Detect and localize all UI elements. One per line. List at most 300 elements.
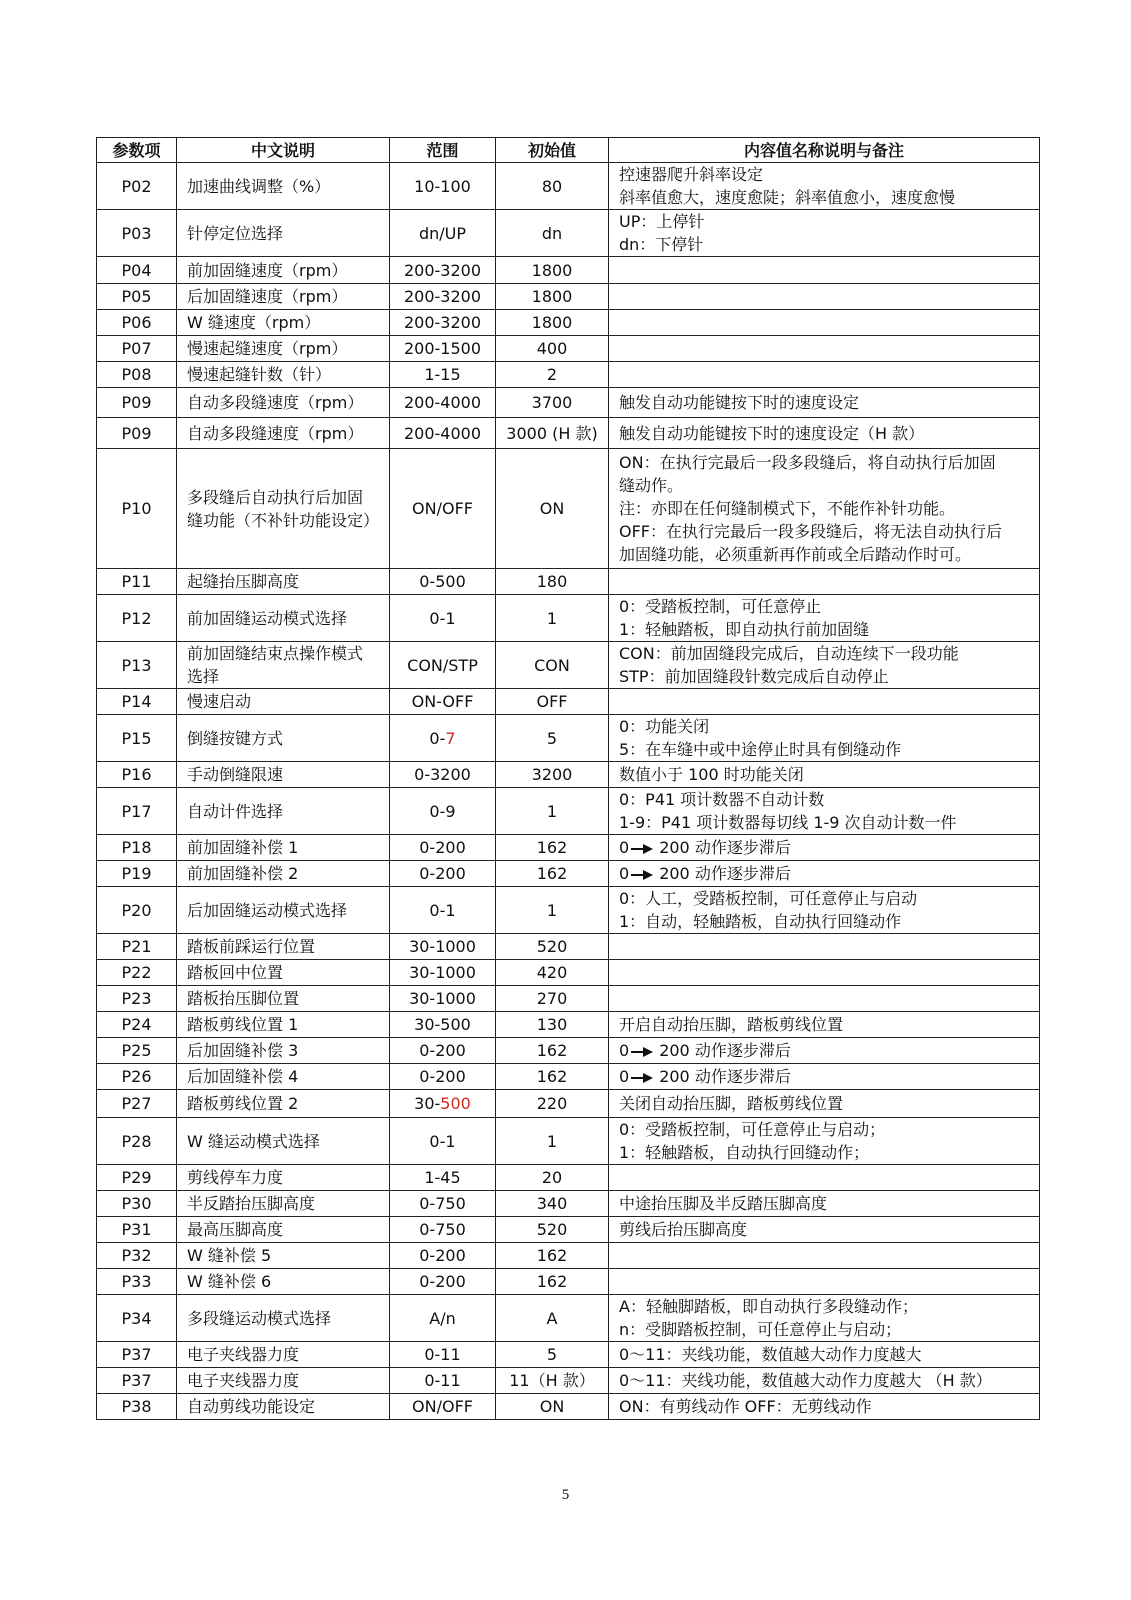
param-description (177, 986, 390, 1012)
param-range: 0-750 (390, 1217, 496, 1243)
param-range: 0-200 (390, 1243, 496, 1269)
param-description-line: 电子夹线器力度 (187, 1371, 300, 1390)
param-range-highlight: 7 (445, 728, 456, 748)
param-description-line: 电子夹线器力度 (187, 1345, 300, 1364)
param-range (390, 1090, 496, 1118)
note-range-end: 200 动作逐步滞后 (659, 838, 791, 857)
param-range: 1-15 (390, 362, 496, 388)
param-range (390, 715, 496, 762)
param-range: 0-200 (390, 835, 496, 861)
param-range: 30-1000 (390, 960, 496, 986)
param-code: P02 (97, 163, 177, 210)
param-description-line: 踏板剪线位置 2 (187, 1094, 299, 1113)
param-range: ON-OFF (390, 689, 496, 715)
table-row (97, 689, 1040, 715)
param-description (177, 642, 390, 689)
param-description (177, 595, 390, 642)
param-description-line: 起缝抬压脚高度 (187, 572, 300, 591)
param-initial-value: 1 (496, 1118, 609, 1165)
param-code: P38 (97, 1394, 177, 1420)
param-description (177, 418, 390, 449)
param-description-line: W 缝补偿 6 (187, 1272, 272, 1291)
param-range: 0-200 (390, 1064, 496, 1090)
param-description (177, 1038, 390, 1064)
param-description (177, 1012, 390, 1038)
table-row (97, 934, 1040, 960)
param-initial-value: 162 (496, 1064, 609, 1090)
param-note (609, 1243, 1040, 1269)
param-initial-value: 1 (496, 887, 609, 934)
table-row (97, 1217, 1040, 1243)
param-note-line: ON：有剪线动作 OFF：无剪线动作 (619, 1397, 872, 1416)
table-row (97, 835, 1040, 861)
param-range: 0-200 (390, 861, 496, 887)
param-initial-value: OFF (496, 689, 609, 715)
param-description (177, 284, 390, 310)
param-range: 200-4000 (390, 418, 496, 449)
table-row (97, 1394, 1040, 1420)
param-note (609, 1295, 1040, 1342)
param-range: 200-4000 (390, 388, 496, 418)
param-initial-value: 162 (496, 1038, 609, 1064)
param-note-line: 注：亦即在任何缝制模式下，不能作补针功能。 (619, 499, 956, 518)
table-row (97, 1012, 1040, 1038)
param-code: P19 (97, 861, 177, 887)
param-description (177, 1217, 390, 1243)
param-range: 200-3200 (390, 257, 496, 284)
right-arrow-icon (631, 844, 653, 854)
param-code: P18 (97, 835, 177, 861)
param-note (609, 1038, 1040, 1064)
param-initial-value: 130 (496, 1012, 609, 1038)
param-note-line: 开启自动抬压脚，踏板剪线位置 (619, 1015, 844, 1034)
param-range: CON/STP (390, 642, 496, 689)
param-description-line: 踏板回中位置 (187, 963, 284, 982)
param-note (609, 1191, 1040, 1217)
param-note-line: 0：人工，受踏板控制，可任意停止与启动 (619, 889, 918, 908)
table-row (97, 595, 1040, 642)
param-initial-value: ON (496, 449, 609, 569)
param-description-line: 自动剪线功能设定 (187, 1397, 316, 1416)
table-row (97, 1342, 1040, 1368)
parameter-table (96, 137, 1040, 1420)
table-row (97, 1064, 1040, 1090)
param-description-line: 缝功能（不补针功能设定） (187, 510, 380, 530)
param-initial-value: 180 (496, 569, 609, 595)
param-description (177, 210, 390, 257)
param-note (609, 960, 1040, 986)
param-initial-value: 11（H 款） (496, 1368, 609, 1394)
note-range-start: 0 (619, 1041, 630, 1060)
param-description (177, 1269, 390, 1295)
param-range: 0-1 (390, 1118, 496, 1165)
param-description-line: W 缝速度（rpm） (187, 313, 321, 332)
param-initial-value: 162 (496, 861, 609, 887)
param-note-line: 缝动作。 (619, 476, 684, 495)
param-description-line: W 缝运动模式选择 (187, 1131, 320, 1151)
table-row (97, 284, 1040, 310)
param-description (177, 762, 390, 788)
param-initial-value: 1 (496, 788, 609, 835)
table-row (97, 1191, 1040, 1217)
param-description-line: 针停定位选择 (187, 223, 284, 243)
param-note (609, 336, 1040, 362)
table-row (97, 861, 1040, 887)
param-note-line: CON：前加固缝段完成后，自动连续下一段功能 (619, 644, 959, 663)
param-range-prefix: 0- (429, 728, 446, 748)
param-note-line: 1-9：P41 项计数器每切线 1-9 次自动计数一件 (619, 813, 957, 832)
header-desc: 中文说明 (177, 138, 390, 163)
param-code: P09 (97, 418, 177, 449)
param-note-line: 0：P41 项计数器不自动计数 (619, 790, 825, 809)
param-description-line: 半反踏抬压脚高度 (187, 1194, 316, 1213)
param-code: P37 (97, 1368, 177, 1394)
param-note (609, 1165, 1040, 1191)
param-initial-value: 520 (496, 934, 609, 960)
param-description (177, 1118, 390, 1165)
param-description (177, 569, 390, 595)
param-code: P29 (97, 1165, 177, 1191)
param-note-line: 1：自动，轻触踏板，自动执行回缝动作 (619, 912, 902, 931)
param-note-line: n：受脚踏板控制，可任意停止与启动； (619, 1320, 902, 1339)
note-range-end: 200 动作逐步滞后 (659, 864, 791, 883)
param-description (177, 257, 390, 284)
param-initial-value: 20 (496, 1165, 609, 1191)
param-code: P06 (97, 310, 177, 336)
param-description (177, 1191, 390, 1217)
param-code: P33 (97, 1269, 177, 1295)
param-description (177, 1295, 390, 1342)
table-row (97, 336, 1040, 362)
param-code: P28 (97, 1118, 177, 1165)
param-description (177, 388, 390, 418)
param-note (609, 595, 1040, 642)
param-description-line: 自动多段缝速度（rpm） (187, 423, 364, 443)
param-description (177, 934, 390, 960)
param-note-line: 加固缝功能，必须重新再作前或全后踏动作时可。 (619, 545, 972, 564)
param-note (609, 163, 1040, 210)
param-range: ON/OFF (390, 449, 496, 569)
param-note (609, 1118, 1040, 1165)
param-code: P26 (97, 1064, 177, 1090)
param-range: 200-3200 (390, 284, 496, 310)
param-initial-value: 1800 (496, 310, 609, 336)
param-description-line: 后加固缝运动模式选择 (187, 900, 348, 920)
param-range: 0-750 (390, 1191, 496, 1217)
param-code: P23 (97, 986, 177, 1012)
param-note (609, 835, 1040, 861)
param-initial-value: dn (496, 210, 609, 257)
param-initial-value: 270 (496, 986, 609, 1012)
param-range: 200-1500 (390, 336, 496, 362)
page-number: 5 (561, 1487, 570, 1503)
param-code: P25 (97, 1038, 177, 1064)
param-note-line: UP：上停针 (619, 212, 705, 231)
param-range: 200-3200 (390, 310, 496, 336)
param-description (177, 362, 390, 388)
param-code: P32 (97, 1243, 177, 1269)
table-row (97, 1090, 1040, 1118)
param-description (177, 310, 390, 336)
param-description-line: 踏板剪线位置 1 (187, 1015, 299, 1034)
param-code: P21 (97, 934, 177, 960)
param-range: 0-200 (390, 1038, 496, 1064)
table-row (97, 1295, 1040, 1342)
param-note-line: 剪线后抬压脚高度 (619, 1220, 748, 1239)
param-description-line: 选择 (187, 667, 220, 686)
param-code: P08 (97, 362, 177, 388)
param-code: P31 (97, 1217, 177, 1243)
param-description-line: 后加固缝补偿 4 (187, 1067, 299, 1086)
param-note (609, 284, 1040, 310)
param-note (609, 934, 1040, 960)
param-code: P12 (97, 595, 177, 642)
param-note (609, 388, 1040, 418)
param-range: 30-500 (390, 1012, 496, 1038)
param-code: P15 (97, 715, 177, 762)
param-note (609, 887, 1040, 934)
header-range: 范围 (390, 138, 496, 163)
note-range-end: 200 动作逐步滞后 (659, 1067, 791, 1086)
param-initial-value: 3200 (496, 762, 609, 788)
param-range: 0-11 (390, 1342, 496, 1368)
note-range-end: 200 动作逐步滞后 (659, 1041, 791, 1060)
table-row (97, 1165, 1040, 1191)
param-note (609, 310, 1040, 336)
param-note (609, 986, 1040, 1012)
param-code: P04 (97, 257, 177, 284)
param-range: 0-200 (390, 1269, 496, 1295)
param-code: P07 (97, 336, 177, 362)
param-note-line: 数值小于 100 时功能关闭 (619, 765, 804, 784)
note-range-start: 0 (619, 838, 630, 857)
param-initial-value: 3700 (496, 388, 609, 418)
param-note (609, 1342, 1040, 1368)
table-row (97, 960, 1040, 986)
table-header-row (97, 138, 1040, 163)
param-description-line: 慢速启动 (187, 692, 252, 711)
table-row (97, 388, 1040, 418)
param-range: ON/OFF (390, 1394, 496, 1420)
param-initial-value: 2 (496, 362, 609, 388)
table-row (97, 1118, 1040, 1165)
param-note-line: 0：受踏板控制，可任意停止与启动； (619, 1120, 886, 1139)
param-note (609, 1012, 1040, 1038)
param-code: P30 (97, 1191, 177, 1217)
param-description (177, 163, 390, 210)
param-range-prefix: 30- (414, 1094, 441, 1113)
param-description-line: 踏板抬压脚位置 (187, 989, 300, 1008)
param-note-line: 1：轻触踏板，自动执行回缝动作； (619, 1143, 870, 1162)
right-arrow-icon (631, 1047, 653, 1057)
param-description-line: 多段缝后自动执行后加固 (187, 487, 364, 507)
param-description (177, 1342, 390, 1368)
param-note (609, 418, 1040, 449)
table-row (97, 418, 1040, 449)
param-description (177, 1394, 390, 1420)
param-description (177, 1090, 390, 1118)
param-range-highlight: 500 (440, 1094, 471, 1113)
param-range: 30-1000 (390, 986, 496, 1012)
param-initial-value: 400 (496, 336, 609, 362)
param-description-line: 前加固缝速度（rpm） (187, 260, 348, 280)
param-range: dn/UP (390, 210, 496, 257)
param-range: 30-1000 (390, 934, 496, 960)
table-row (97, 257, 1040, 284)
param-description (177, 1243, 390, 1269)
note-range-start: 0 (619, 864, 630, 883)
param-code: P27 (97, 1090, 177, 1118)
table-row (97, 569, 1040, 595)
param-note-line: A：轻触脚踏板，即自动执行多段缝动作； (619, 1297, 918, 1316)
param-note (609, 1269, 1040, 1295)
param-initial-value: ON (496, 1394, 609, 1420)
param-note (609, 642, 1040, 689)
table-row (97, 887, 1040, 934)
param-code: P13 (97, 642, 177, 689)
table-row (97, 310, 1040, 336)
param-note-line: 0：受踏板控制，可任意停止 (619, 597, 822, 616)
param-description (177, 835, 390, 861)
param-description-line: 最高压脚高度 (187, 1220, 284, 1239)
param-initial-value: 80 (496, 163, 609, 210)
param-description (177, 1165, 390, 1191)
header-code: 参数项 (97, 138, 177, 163)
table-row (97, 1368, 1040, 1394)
param-note-line: 0：功能关闭 (619, 717, 710, 736)
param-code: P16 (97, 762, 177, 788)
table-row (97, 163, 1040, 210)
param-range: 1-45 (390, 1165, 496, 1191)
param-description (177, 788, 390, 835)
param-range: 10-100 (390, 163, 496, 210)
param-initial-value: 162 (496, 1269, 609, 1295)
param-description-line: 自动计件选择 (187, 801, 284, 821)
param-initial-value: 1 (496, 595, 609, 642)
param-initial-value: 3000 (H 款) (496, 418, 609, 449)
param-initial-value: 1800 (496, 257, 609, 284)
param-description (177, 1064, 390, 1090)
param-note (609, 449, 1040, 569)
param-initial-value: 220 (496, 1090, 609, 1118)
param-description (177, 715, 390, 762)
table-row (97, 1038, 1040, 1064)
param-code: P20 (97, 887, 177, 934)
param-initial-value: 520 (496, 1217, 609, 1243)
right-arrow-icon (631, 870, 653, 880)
param-note-line: OFF：在执行完最后一段多段缝后，将无法自动执行后 (619, 522, 1003, 541)
param-code: P37 (97, 1342, 177, 1368)
table-row (97, 1243, 1040, 1269)
param-note-line: 触发自动功能键按下时的速度设定 (619, 393, 860, 412)
param-note-line: 控速器爬升斜率设定 (619, 165, 764, 184)
param-code: P22 (97, 960, 177, 986)
param-description (177, 336, 390, 362)
param-note-line: 斜率值愈大，速度愈陡；斜率值愈小，速度愈慢 (619, 188, 956, 207)
param-description-line: 前加固缝补偿 2 (187, 864, 299, 883)
param-description-line: 手动倒缝限速 (187, 765, 284, 784)
param-initial-value: 420 (496, 960, 609, 986)
param-description-line: 前加固缝运动模式选择 (187, 608, 348, 628)
param-note-line: 关闭自动抬压脚，踏板剪线位置 (619, 1094, 844, 1113)
note-range-start: 0 (619, 1067, 630, 1086)
param-code: P05 (97, 284, 177, 310)
param-range: A/n (390, 1295, 496, 1342)
param-initial-value: 1800 (496, 284, 609, 310)
param-description-line: 倒缝按键方式 (187, 728, 284, 748)
param-note (609, 569, 1040, 595)
param-description-line: 前加固缝补偿 1 (187, 838, 299, 857)
param-description-line: 后加固缝补偿 3 (187, 1041, 299, 1060)
param-note-line: 5：在车缝中或中途停止时具有倒缝动作 (619, 740, 902, 759)
param-code: P03 (97, 210, 177, 257)
param-note-line: ON：在执行完最后一段多段缝后，将自动执行后加固 (619, 453, 996, 472)
param-note (609, 1090, 1040, 1118)
param-note (609, 762, 1040, 788)
table-row (97, 642, 1040, 689)
param-description-line: W 缝补偿 5 (187, 1246, 272, 1265)
param-range: 0-500 (390, 569, 496, 595)
header-init: 初始值 (496, 138, 609, 163)
param-code: P11 (97, 569, 177, 595)
param-note-line: dn：下停针 (619, 235, 704, 254)
param-initial-value: 340 (496, 1191, 609, 1217)
table-row (97, 210, 1040, 257)
param-code: P14 (97, 689, 177, 715)
param-code: P10 (97, 449, 177, 569)
param-note (609, 1064, 1040, 1090)
param-description-line: 多段缝运动模式选择 (187, 1308, 332, 1328)
param-initial-value: 162 (496, 835, 609, 861)
param-range: 0-9 (390, 788, 496, 835)
table-row (97, 449, 1040, 569)
param-description (177, 689, 390, 715)
param-description-line: 后加固缝速度（rpm） (187, 287, 348, 306)
param-description-line: 自动多段缝速度（rpm） (187, 393, 364, 412)
param-range: 0-1 (390, 595, 496, 642)
table-row (97, 986, 1040, 1012)
param-initial-value: 5 (496, 1342, 609, 1368)
header-note: 内容值名称说明与备注 (609, 138, 1040, 163)
param-note (609, 257, 1040, 284)
param-initial-value: A (496, 1295, 609, 1342)
table-row (97, 715, 1040, 762)
param-description (177, 887, 390, 934)
param-note-line: 1：轻触踏板，即自动执行前加固缝 (619, 620, 870, 639)
param-description (177, 960, 390, 986)
param-note (609, 715, 1040, 762)
param-description-line: 剪线停车力度 (187, 1168, 284, 1187)
param-description-line: 慢速起缝速度（rpm） (187, 339, 348, 358)
table-row (97, 788, 1040, 835)
param-description-line: 加速曲线调整（%） (187, 176, 331, 196)
param-note (609, 362, 1040, 388)
param-range: 0-3200 (390, 762, 496, 788)
param-note (609, 1394, 1040, 1420)
param-range: 0-11 (390, 1368, 496, 1394)
param-note (609, 1368, 1040, 1394)
param-note (609, 861, 1040, 887)
param-code: P34 (97, 1295, 177, 1342)
param-initial-value: CON (496, 642, 609, 689)
param-code: P24 (97, 1012, 177, 1038)
parameter-table-body (97, 163, 1040, 1420)
param-initial-value: 162 (496, 1243, 609, 1269)
param-range: 0-1 (390, 887, 496, 934)
table-row (97, 1269, 1040, 1295)
param-note-line: 中途抬压脚及半反踏压脚高度 (619, 1194, 828, 1213)
param-note-line: 0～11：夹线功能，数值越大动作力度越大 (619, 1345, 922, 1364)
